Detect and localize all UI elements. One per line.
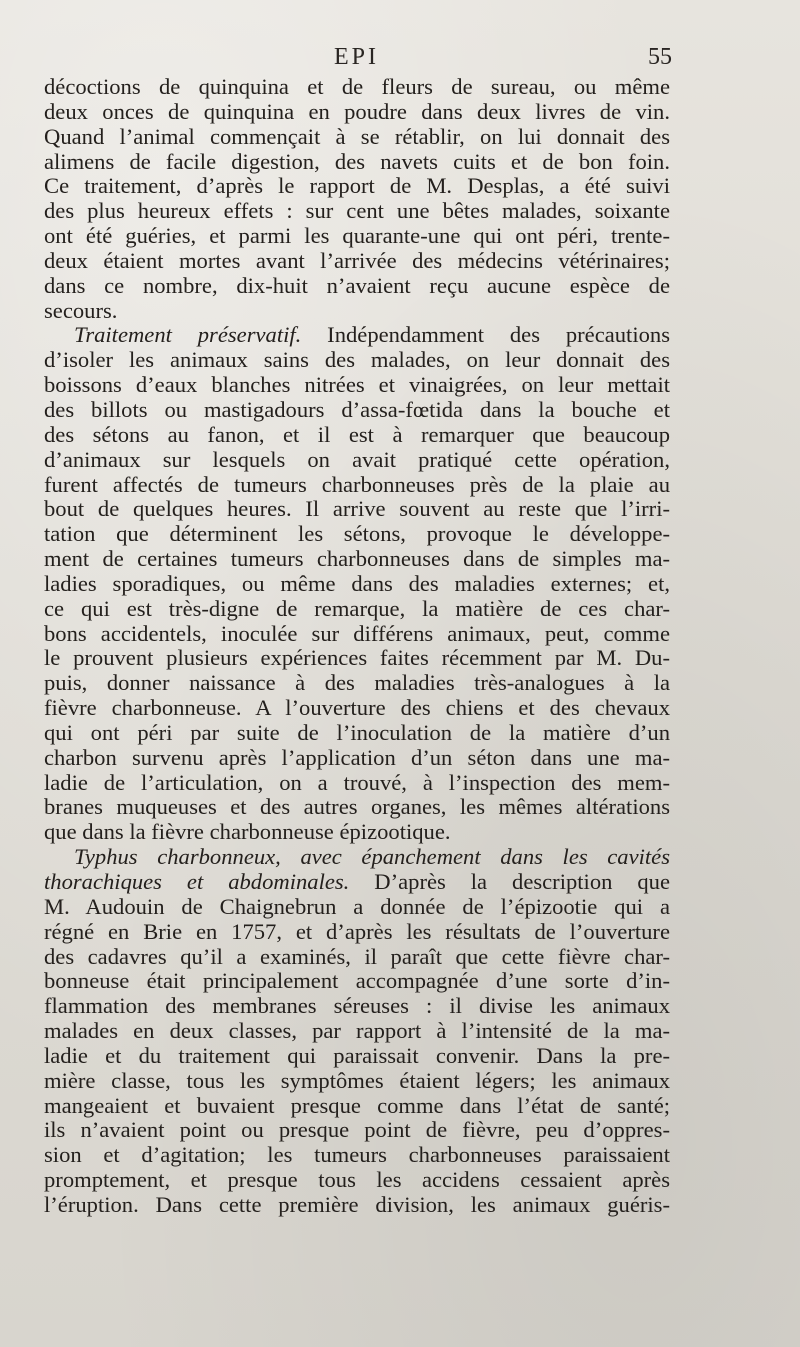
line-text: l’éruption. Dans cette première division, les animaux guéris- xyxy=(44,1192,670,1217)
line-text: que dans la fièvre charbonneuse épizootique. xyxy=(44,820,451,845)
text-line xyxy=(44,249,670,274)
text-line xyxy=(44,994,670,1019)
line-text: ment de certaines tumeurs charbonneuses dans de simples ma- xyxy=(44,547,670,572)
italic-heading: thorachiques et abdominales. xyxy=(44,870,350,894)
text-line xyxy=(44,497,670,522)
line-text: le prouvent plusieurs expériences faites récemment par M. Du- xyxy=(44,646,670,671)
line-text: puis, donner naissance à des maladies très-analogues à la xyxy=(44,671,670,696)
line-text: décoctions de quinquina et de fleurs de sureau, ou même xyxy=(44,75,670,99)
text-line xyxy=(44,199,670,224)
line-text: alimens de facile digestion, des navets cuits et de bon foin. xyxy=(44,149,670,174)
line-text: bons accidentels, inoculée sur différens animaux, peut, comme xyxy=(44,621,670,646)
text-line xyxy=(44,299,670,324)
line-text: ladies sporadiques, ou même dans des maladies externes; et, xyxy=(44,571,670,596)
text-line xyxy=(44,323,670,348)
text-line xyxy=(44,1193,670,1218)
line-text: flammation des membranes séreuses : il divise les animaux xyxy=(44,994,670,1019)
text-line xyxy=(44,423,670,448)
text-line xyxy=(44,771,670,796)
line-text: furent affectés de tumeurs charbonneuses près de la plaie au xyxy=(44,472,670,497)
text-line xyxy=(44,1044,670,1069)
line-text: des cadavres qu’il a examinés, il paraît que cette fièvre char- xyxy=(44,944,670,969)
running-head: EPI xyxy=(334,44,379,70)
line-text: deux onces de quinquina en poudre dans deux livres de vin. xyxy=(44,99,670,124)
text-line xyxy=(44,1069,670,1094)
line-text: ont été guéries, et parmi les quarante-une qui ont péri, trente- xyxy=(44,224,670,249)
line-text: mière classe, tous les symptômes étaient légers; les animaux xyxy=(44,1068,670,1093)
line-text: qui ont péri par suite de l’inoculation de la matière d’un xyxy=(44,720,670,745)
line-text: fièvre charbonneuse. A l’ouverture des chiens et des chevaux xyxy=(44,696,670,721)
text-line xyxy=(44,895,670,920)
line-text: malades en deux classes, par rapport à l’intensité de la ma- xyxy=(44,1019,670,1044)
line-text: charbon survenu après l’application d’un séton dans une ma- xyxy=(44,745,670,770)
text-line xyxy=(44,75,670,100)
line-text: mangeaient et buvaient presque comme dans l’état de santé; xyxy=(44,1093,670,1118)
text-line xyxy=(44,572,670,597)
text-line xyxy=(44,448,670,473)
text-line xyxy=(44,125,670,150)
line-text: secours. xyxy=(44,298,118,323)
line-text: des sétons au fanon, et il est à remarquer que beaucoup xyxy=(44,422,670,447)
line-text: ce qui est très-digne de remarque, la matière de ces char- xyxy=(44,596,670,621)
page-header xyxy=(44,42,672,76)
line-text: d’animaux sur lesquels on avait pratiqué cette opération, xyxy=(44,447,670,472)
line-text: Ce traitement, d’après le rapport de M. Desplas, a été suivi xyxy=(44,174,670,199)
text-line xyxy=(44,373,670,398)
italic-heading: Typhus charbonneux, avec épanchement dans les cavités xyxy=(74,845,670,870)
text-line xyxy=(44,920,670,945)
line-text: dans ce nombre, dix-huit n’avaient reçu aucune espèce de xyxy=(44,273,670,298)
line-text: ils n’avaient point ou presque point de fièvre, peu d’oppres- xyxy=(44,1118,670,1143)
line-text: Indépendamment des précautions xyxy=(301,323,670,348)
text-line xyxy=(44,945,670,970)
text-line xyxy=(44,969,670,994)
text-line xyxy=(44,274,670,299)
text-line xyxy=(44,795,670,820)
page-number: 55 xyxy=(648,44,672,70)
body-text xyxy=(44,75,670,1218)
text-line xyxy=(44,398,670,423)
line-text: régné en Brie en 1757, et d’après les résultats de l’ouverture xyxy=(44,919,670,944)
line-text: tation que déterminent les sétons, provoque le développe- xyxy=(44,522,670,547)
line-text: des billots ou mastigadours d’assa-fœtida dans la bouche et xyxy=(44,397,670,422)
line-text: Quand l’animal commençait à se rétablir, on lui donnait des xyxy=(44,124,670,149)
text-line xyxy=(44,671,670,696)
text-line xyxy=(44,1168,670,1193)
text-line xyxy=(44,845,670,870)
line-text: deux étaient mortes avant l’arrivée des médecins vétérinaires; xyxy=(44,248,670,273)
text-line xyxy=(44,547,670,572)
line-text: bonneuse était principalement accompagnée d’une sorte d’in- xyxy=(44,969,670,994)
text-line xyxy=(44,622,670,647)
text-line xyxy=(44,721,670,746)
line-text: boissons d’eaux blanches nitrées et vinaigrées, on leur mettait xyxy=(44,373,670,398)
text-line xyxy=(44,522,670,547)
line-text: ladie de l’articulation, on a trouvé, à l’inspection des mem- xyxy=(44,770,670,795)
line-text: des plus heureux effets : sur cent une bêtes malades, soixante xyxy=(44,199,670,224)
text-line xyxy=(44,100,670,125)
text-line xyxy=(44,150,670,175)
text-line xyxy=(44,746,670,771)
text-line xyxy=(44,1019,670,1044)
text-line xyxy=(44,174,670,199)
text-line xyxy=(44,696,670,721)
text-line xyxy=(44,646,670,671)
text-line xyxy=(44,870,670,895)
text-line xyxy=(44,1094,670,1119)
text-line xyxy=(44,820,670,845)
line-text: ladie et du traitement qui paraissait convenir. Dans la pre- xyxy=(44,1043,670,1068)
line-text: promptement, et presque tous les accidens cessaient après xyxy=(44,1168,670,1193)
line-text: bout de quelques heures. Il arrive souvent au reste que l’irri- xyxy=(44,497,670,522)
line-text: sion et d’agitation; les tumeurs charbonneuses paraissaient xyxy=(44,1143,670,1168)
italic-heading: Traitement préservatif. xyxy=(74,323,302,348)
text-line xyxy=(44,473,670,498)
line-text: D’après la description que xyxy=(349,870,670,894)
text-line xyxy=(44,1118,670,1143)
text-line xyxy=(44,597,670,622)
line-text: branes muqueuses et des autres organes, les mêmes altérations xyxy=(44,795,670,820)
text-line xyxy=(44,348,670,373)
text-line xyxy=(44,224,670,249)
line-text: M. Audouin de Chaignebrun a donnée de l’épizootie qui a xyxy=(44,894,670,919)
line-text: d’isoler les animaux sains des malades, on leur donnait des xyxy=(44,348,670,373)
text-line xyxy=(44,1143,670,1168)
